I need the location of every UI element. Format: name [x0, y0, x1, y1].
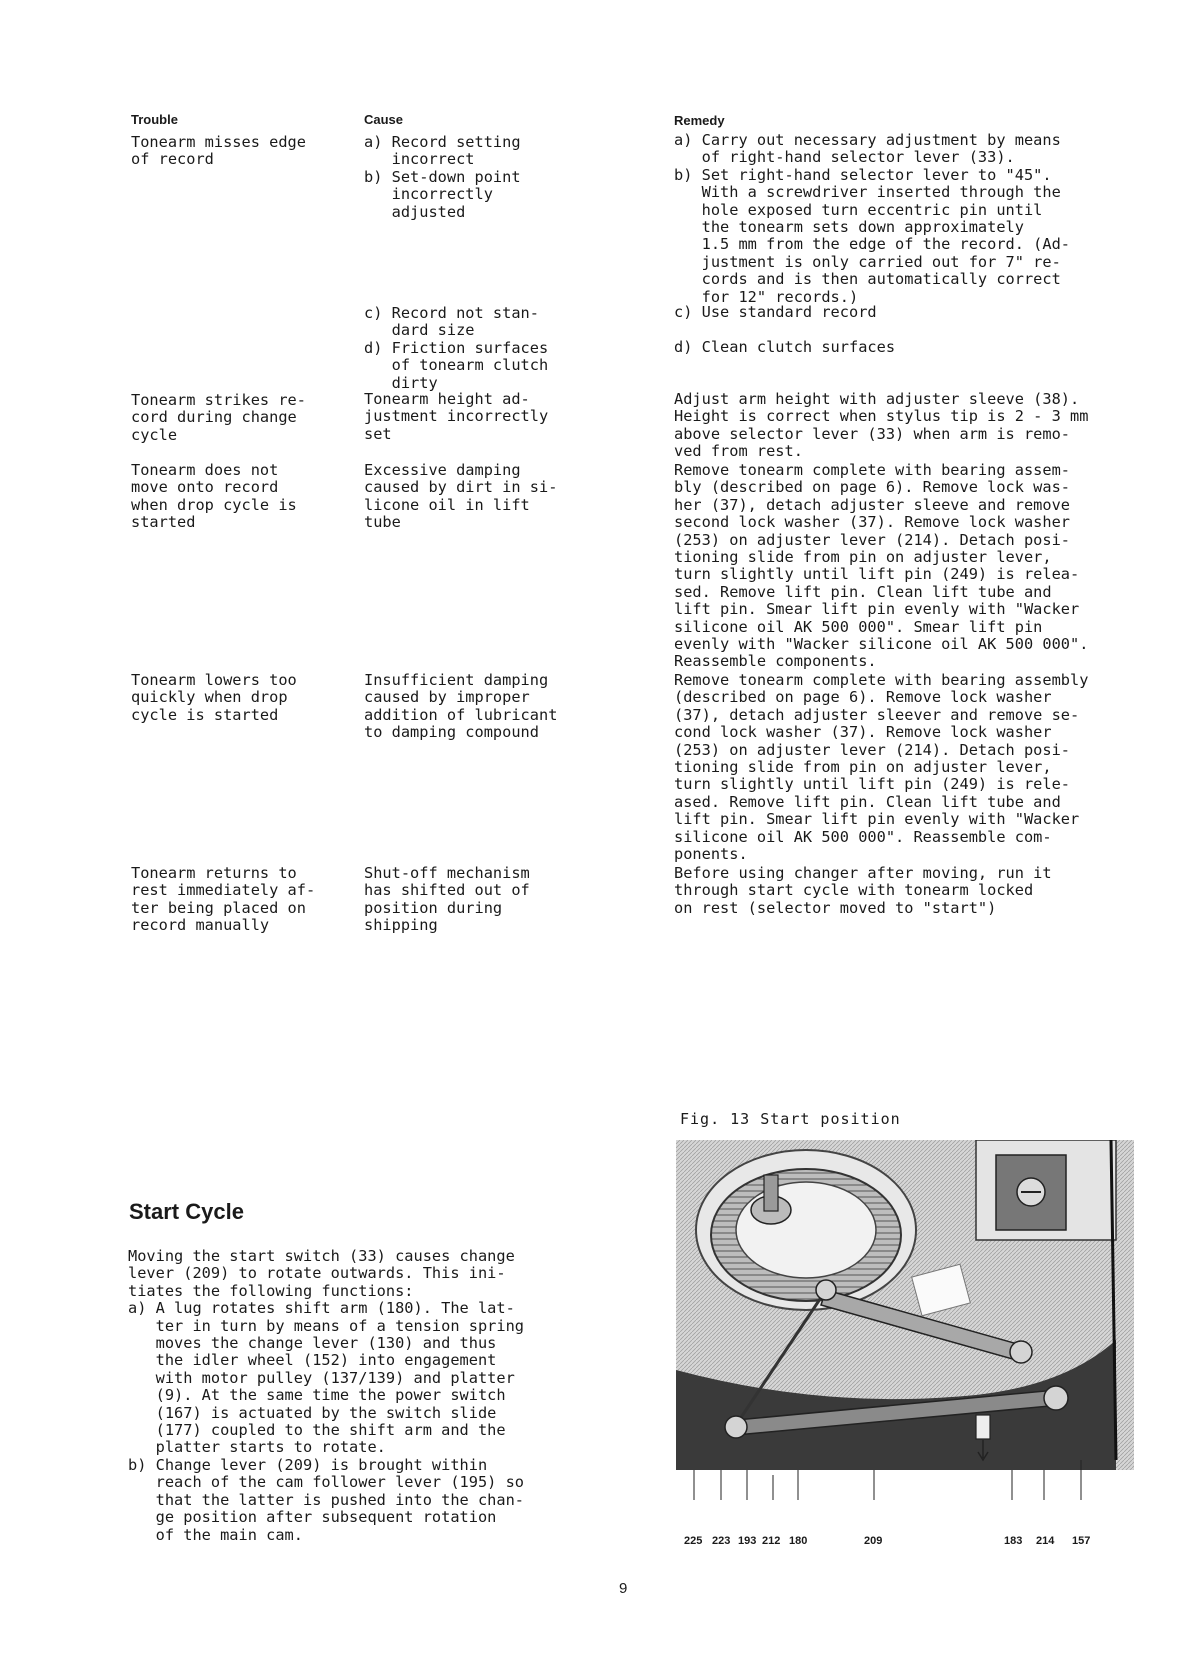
pivot-pin — [725, 1416, 747, 1438]
cause-text: Tonearm height ad- justment incorrectly set — [364, 390, 549, 443]
cause-text: a) Record setting incorrect b) Set-down point incorrectly adjusted — [364, 133, 521, 221]
trouble-text: Tonearm returns to rest immediately af- ter being placed on record manually — [131, 864, 316, 935]
cause-text: c) Record not stan- dard size d) Friction surfaces of tonearm clutch dirty — [364, 304, 549, 392]
remedy-text: a) Carry out necessary adjustment by means of right-hand selector lever (33). b) Set right-hand selector lever to "45". With a screwdriver inserted through the hole exposed turn eccentric pin until the tonearm sets down approximately 1.5 mm from the edge of the record. (Ad- justment is only carried out for 7" re- cords and is then automatically correct for 12" records.) — [674, 131, 1071, 306]
remedy-text: Remove tonearm complete with bearing assem- bly (described on page 6). Remove lock was- her (37), detach adjuster sleeve and remove second lock washer (37). Remove lock washer (253) on adjuster lever (214). Detach posi- tioning slide from pin on adjuster lever, turn slightly until lift pin (249) is relea- sed. Remove lift pin. Clean lift tube and lift pin. Smear lift pin evenly with "Wacker silicone oil AK 500 000". Smear lift pin evenly with "Wacker silicone oil AK 500 000". Reassemble components. — [674, 461, 1089, 671]
header-trouble: Trouble — [131, 112, 178, 127]
figure-callout: 225 — [684, 1535, 703, 1547]
trouble-text: Tonearm lowers too quickly when drop cycle is started — [131, 671, 297, 724]
header-remedy: Remedy — [674, 113, 725, 128]
page-number: 9 — [619, 1580, 628, 1597]
callout-strip — [676, 1470, 1134, 1507]
figure-callout: 223 — [712, 1535, 731, 1547]
switch-slide — [976, 1415, 990, 1439]
remedy-text: Adjust arm height with adjuster sleeve (38). Height is correct when stylus tip is 2 - 3 mm above selector lever (33) when arm is remo- ved from rest. — [674, 390, 1089, 461]
figure-callout: 183 — [1004, 1535, 1023, 1547]
figure-callout: 209 — [864, 1535, 883, 1547]
trouble-text: Tonearm does not move onto record when drop cycle is started — [131, 461, 297, 532]
trouble-text: Tonearm strikes re- cord during change cycle — [131, 391, 306, 444]
section-body: Moving the start switch (33) causes change lever (209) to rotate outwards. This ini- tiates the following functions: a) A lug rotates shift arm (180). The lat- ter in turn by means of a tension spring moves the change lever (130) and thus the idler wheel (152) into engagement with motor pulley (137/139) and platter (9). At the same time the power switch (167) is actuated by the switch slide (177) coupled to the shift arm and the platter starts to rotate. b) Change lever (209) is brought within reach of the cam follower lever (195) so that the latter is pushed into the chan- ge position after subsequent rotation of the main cam. — [128, 1247, 525, 1544]
remedy-text: c) Use standard record — [674, 303, 877, 321]
pivot-pin — [816, 1280, 836, 1300]
header-cause: Cause — [364, 112, 404, 127]
remedy-text: d) Clean clutch surfaces — [674, 338, 896, 356]
figure-callout: 157 — [1072, 1535, 1091, 1547]
turntable-mechanism-illustration — [676, 1140, 1134, 1507]
figure-callout: 180 — [789, 1535, 808, 1547]
figure-callout: 212 — [762, 1535, 781, 1547]
figure-caption: Fig. 13 Start position — [680, 1110, 901, 1128]
cause-text: Shut-off mechanism has shifted out of position during shipping — [364, 864, 530, 935]
pivot-pin — [1044, 1386, 1068, 1410]
figure-callout: 214 — [1036, 1535, 1055, 1547]
figure-callout: 193 — [738, 1535, 757, 1547]
trouble-text: Tonearm misses edge of record — [131, 133, 306, 169]
cause-text: Insufficient damping caused by improper addition of lubricant to damping compound — [364, 671, 558, 742]
spindle-post — [764, 1175, 778, 1211]
section-title: Start Cycle — [129, 1199, 244, 1224]
remedy-text: Remove tonearm complete with bearing assembly (described on page 6). Remove lock washer (37), detach adjuster sleever and remove se- cond lock washer (37). Remove lock washer (253) on adjuster lever (214). Detach posi- tioning slide from pin on adjuster lever, turn slightly until lift pin (249) is rele- ased. Remove lift pin. Clean lift tube and lift pin. Smear lift pin evenly with "Wacker silicone oil AK 500 000". Reassemble com- ponents. — [674, 671, 1089, 864]
cam-hub-ring — [736, 1182, 876, 1278]
remedy-text: Before using changer after moving, run it through start cycle with tonearm locked on rest (selector moved to "start") — [674, 864, 1052, 917]
cause-text: Excessive damping caused by dirt in si- licone oil in lift tube — [364, 461, 558, 532]
pivot-pin — [1010, 1341, 1032, 1363]
